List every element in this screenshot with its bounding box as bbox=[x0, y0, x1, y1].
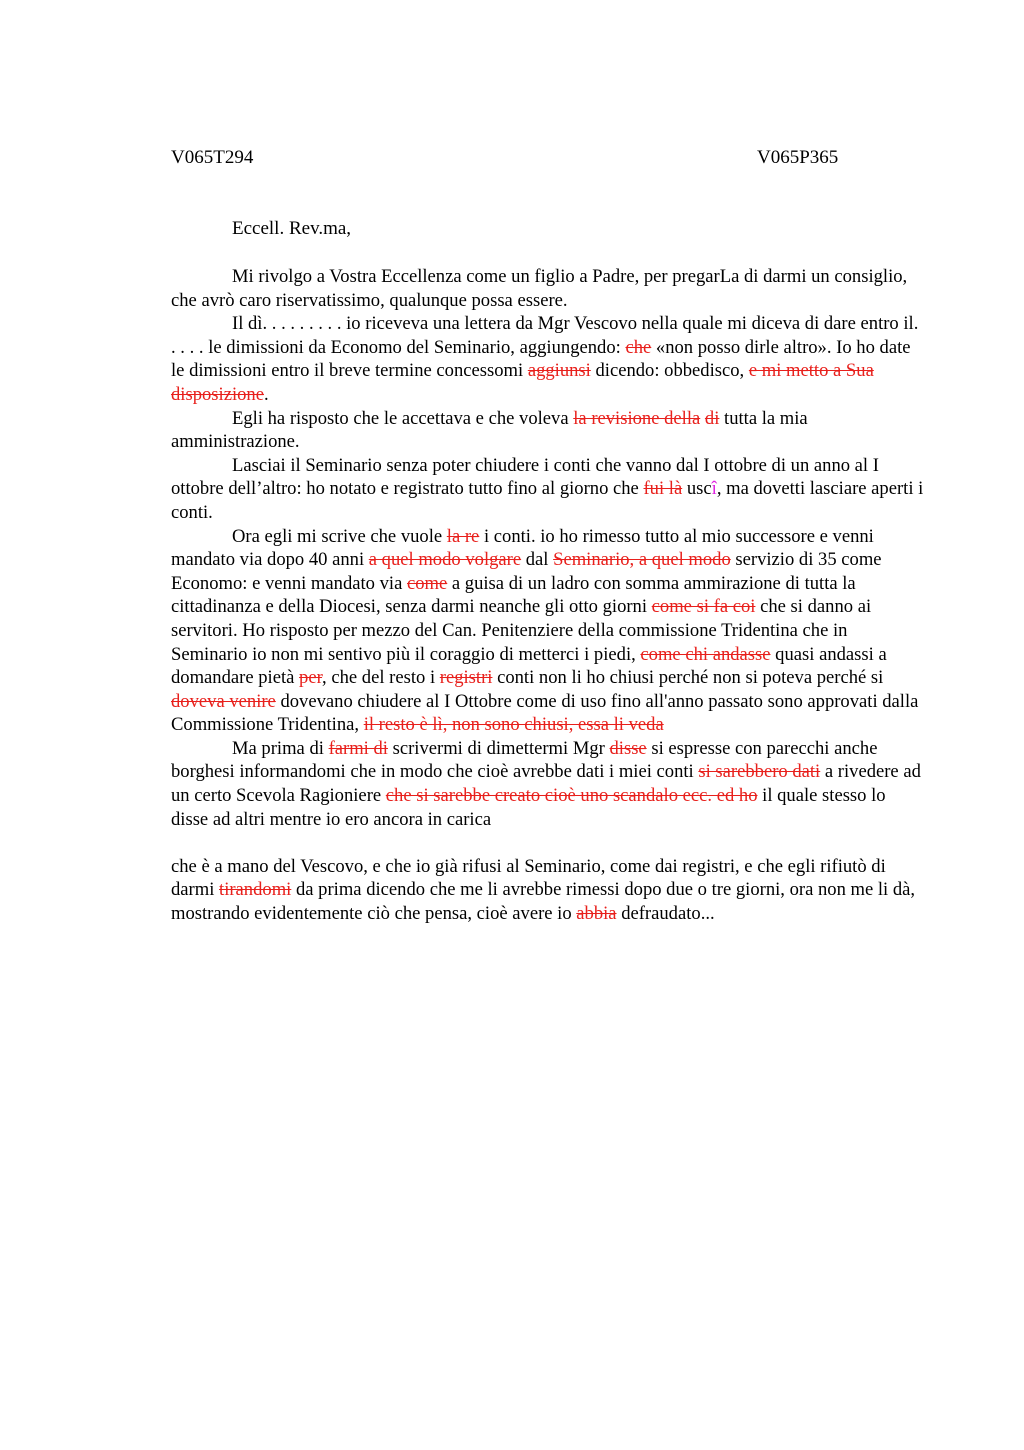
deleted-text: la revisione della bbox=[573, 407, 701, 429]
deleted-text: la re bbox=[446, 525, 480, 547]
deleted-text: il resto è lì, non sono chiusi, essa li veda bbox=[363, 714, 664, 736]
text-segment: conti non li ho chiusi perché non si poteva perché si bbox=[492, 667, 884, 689]
deleted-text: farmi di bbox=[328, 737, 388, 759]
text-segment: usc bbox=[682, 478, 712, 500]
text-segment: scrivermi di dimettermi Mgr bbox=[387, 737, 610, 759]
text-segment: Mi rivolgo a Vostra Eccellenza come un figlio a Padre, per pregarLa di darmi un consiglio, che avrò caro riservatissimo, qualunque possa essere. bbox=[171, 266, 908, 311]
document-id-left: V065T294 bbox=[171, 147, 254, 168]
document-id-right: V065P365 bbox=[757, 147, 839, 168]
text-segment: si espresse con parecchi anche borghesi informandomi che in modo che cioè avrebbe dati i miei conti bbox=[171, 737, 878, 783]
text-segment: Ma prima di bbox=[232, 737, 329, 759]
text-segment: che è a mano del Vescovo, e che io già rifusi al Seminario, come dai registri, e che egli rifiutò di darmi bbox=[171, 855, 886, 901]
inserted-text: î bbox=[711, 478, 717, 500]
text-segment: Lasciai il Seminario senza poter chiudere i conti che vanno dal I ottobre di un anno al I ottobre dell’altro: ho notato e registrato tutto fino al giorno che bbox=[171, 454, 879, 500]
deleted-text: come si fa coi bbox=[651, 596, 756, 618]
deleted-text: per bbox=[299, 667, 323, 689]
letter-paragraph bbox=[171, 312, 926, 406]
text-segment: quasi andassi a domandare pietà bbox=[171, 643, 887, 689]
text-segment: dal bbox=[521, 549, 554, 571]
deleted-text: a quel modo volgare bbox=[368, 549, 522, 571]
deleted-text: fui là bbox=[643, 478, 683, 500]
text-segment: servizio di 35 come Economo: e venni mandato via bbox=[171, 549, 882, 594]
text-segment: Egli ha risposto che le accettava e che voleva bbox=[232, 407, 574, 429]
deleted-text: tirandomi bbox=[219, 879, 292, 901]
text-segment: «non posso dirle altro». Io ho date le dimissioni entro il breve termine concessomi bbox=[171, 336, 911, 382]
deleted-text: come chi andasse bbox=[640, 643, 771, 665]
text-segment: da prima dicendo che me li avrebbe rimessi dopo due o tre giorni, ora non me li dà, mostrando evidentemente ciò che pensa, cioè avere io bbox=[171, 879, 916, 925]
deleted-text: come bbox=[406, 572, 448, 594]
salutation: Eccell. Rev.ma, bbox=[232, 218, 352, 239]
deleted-text: e mi metto a Sua disposizione bbox=[171, 360, 874, 405]
text-segment: dovevano chiudere al I Ottobre come di uso fino all'anno passato sono approvati dalla Commissione Tridentina, bbox=[171, 690, 919, 736]
deleted-text: che bbox=[625, 336, 652, 358]
text-segment: dicendo: obbedisco, bbox=[590, 360, 749, 382]
letter-paragraph bbox=[171, 265, 926, 312]
text-segment: a guisa di un ladro con somma ammirazione di tutta la cittadinanza e della Diocesi, senza darmi neanche gli otto giorni bbox=[171, 572, 856, 618]
text-segment: Il dì. . . . . . . . . io riceveva una lettera da Mgr Vescovo nella quale mi diceva di dare entro il. . . . . le dimissioni da Economo del Seminario, aggiungendo: bbox=[171, 313, 919, 358]
text-segment: i conti. io ho rimesso tutto al mio successore e venni mandato via dopo 40 anni bbox=[171, 525, 874, 571]
letter-paragraph bbox=[171, 454, 926, 525]
text-segment: . bbox=[263, 383, 269, 405]
text-segment: a rivedere ad un certo Scevola Ragioniere bbox=[171, 761, 921, 807]
letter-paragraph bbox=[171, 855, 926, 926]
text-segment: defraudato... bbox=[616, 903, 715, 925]
text-segment: che si danno ai servitori. Ho risposto per mezzo del Can. Penitenziere della commissione Tridentina che in Seminario io non mi sentivo più il coraggio di metterci i piedi, bbox=[171, 596, 872, 665]
deleted-text: abbia bbox=[576, 903, 617, 925]
letter-paragraph bbox=[171, 737, 926, 831]
deleted-text: registri bbox=[439, 667, 493, 689]
deleted-text: si sarebbero dati bbox=[698, 761, 821, 783]
deleted-text: di bbox=[704, 407, 720, 429]
text-segment: Ora egli mi scrive che vuole bbox=[232, 525, 447, 547]
text-segment: il quale stesso lo disse ad altri mentre io ero ancora in carica bbox=[171, 785, 886, 830]
deleted-text: Seminario, a quel modo bbox=[553, 549, 731, 571]
letter-body bbox=[171, 265, 926, 926]
deleted-text: che si sarebbe creato cioè uno scandalo ecc. ed ho bbox=[385, 785, 758, 807]
text-segment: , che del resto i bbox=[322, 667, 440, 689]
letter-paragraph bbox=[171, 525, 926, 737]
letter-paragraph bbox=[171, 407, 926, 454]
text-segment: tutta la mia amministrazione. bbox=[171, 407, 808, 453]
text-segment: , ma dovetti lasciare aperti i conti. bbox=[171, 478, 924, 523]
deleted-text: aggiunsi bbox=[527, 360, 591, 382]
deleted-text: doveva venire bbox=[171, 690, 276, 712]
deleted-text: disse bbox=[609, 737, 647, 759]
